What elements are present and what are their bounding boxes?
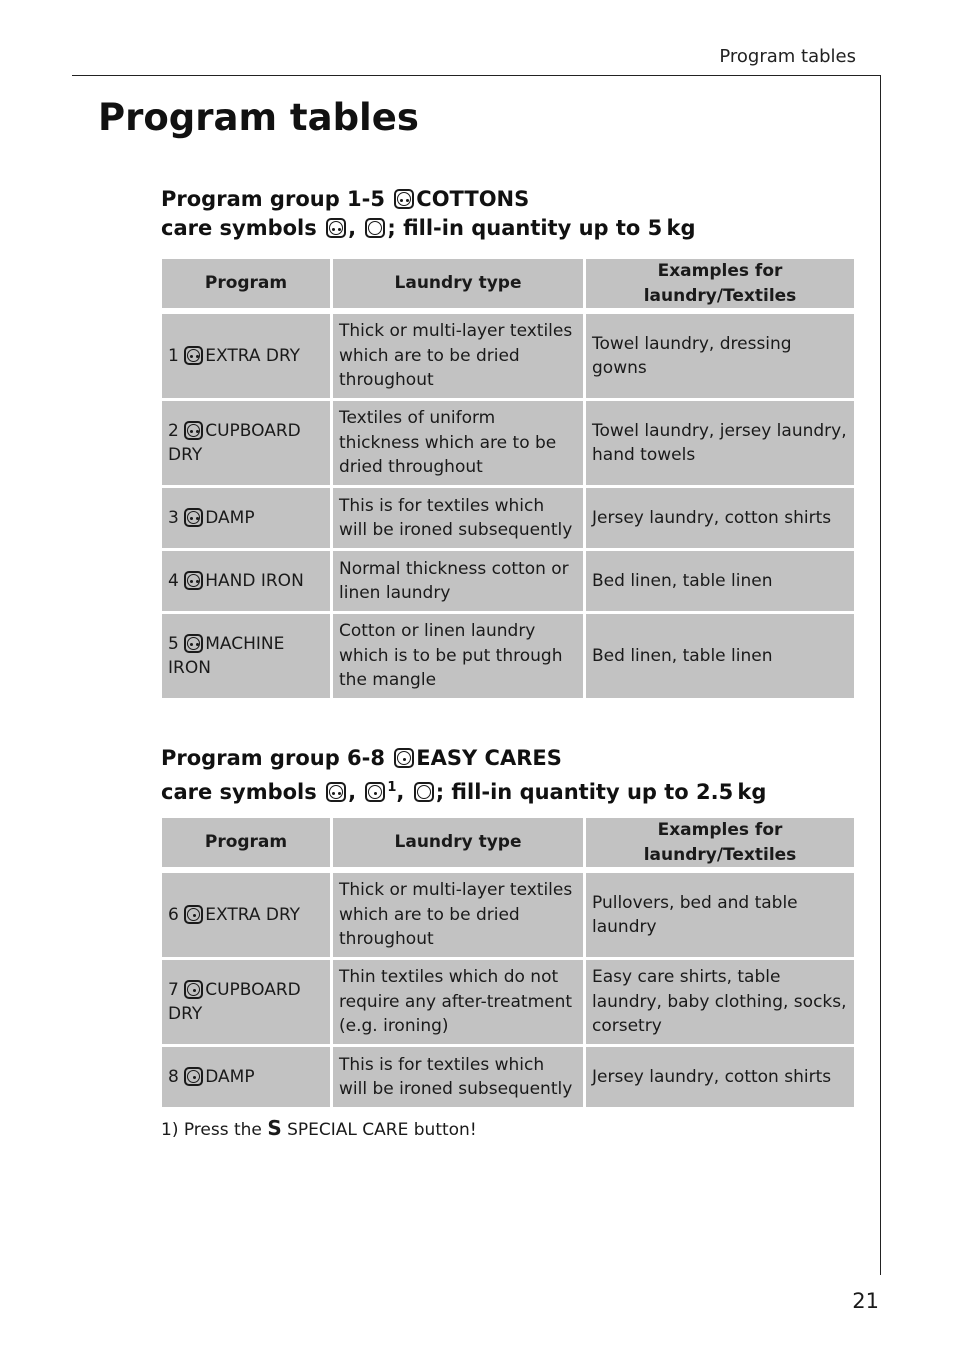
table-row bbox=[162, 401, 854, 485]
tumble-dry-normal-heat-icon bbox=[326, 218, 346, 238]
program-name: HAND IRON bbox=[205, 570, 304, 591]
program-number: 1 bbox=[168, 345, 179, 366]
column-header-laundry-type: Laundry type bbox=[333, 259, 583, 308]
tumble-dry-normal-heat-icon bbox=[184, 634, 203, 653]
program-number: 8 bbox=[168, 1066, 179, 1087]
group1-name: COTTONS bbox=[416, 187, 530, 211]
program-number: 3 bbox=[168, 507, 179, 528]
tumble-dry-allowed-icon bbox=[365, 218, 385, 238]
separator: , bbox=[348, 780, 357, 804]
header-rule bbox=[72, 75, 881, 76]
laundry-type-cell: This is for textiles which will be ironed subsequently bbox=[333, 1047, 583, 1107]
program-cell bbox=[162, 614, 330, 698]
group1-heading-line1 bbox=[161, 185, 695, 214]
tumble-dry-low-heat-icon bbox=[365, 782, 385, 802]
laundry-type-cell: This is for textiles which will be ironed subsequently bbox=[333, 488, 583, 548]
footnote bbox=[161, 1116, 477, 1140]
group2-heading bbox=[161, 744, 766, 807]
footnote-prefix: 1) Press the bbox=[161, 1120, 262, 1140]
tumble-dry-normal-heat-icon bbox=[326, 782, 346, 802]
care-symbols-label: care symbols bbox=[161, 216, 317, 240]
program-cell bbox=[162, 960, 330, 1044]
examples-cell: Towel laundry, jersey laundry, hand towels bbox=[586, 401, 854, 485]
tumble-dry-low-heat-icon bbox=[184, 1067, 203, 1086]
laundry-type-cell: Textiles of uniform thickness which are to be dried throughout bbox=[333, 401, 583, 485]
table-row bbox=[162, 314, 854, 398]
group2-name: EASY CARES bbox=[416, 746, 562, 770]
separator: , bbox=[348, 216, 357, 240]
program-number: 5 bbox=[168, 633, 179, 654]
column-header-laundry-type: Laundry type bbox=[333, 818, 583, 867]
program-cell bbox=[162, 873, 330, 957]
group2-table bbox=[159, 815, 857, 1110]
examples-cell: Pullovers, bed and table laundry bbox=[586, 873, 854, 957]
column-header-examples: Examples for laundry/Textiles bbox=[586, 818, 854, 867]
program-name: EXTRA DRY bbox=[205, 345, 301, 366]
special-care-s-icon: S bbox=[267, 1116, 282, 1140]
examples-cell: Bed linen, table linen bbox=[586, 551, 854, 611]
program-cell bbox=[162, 314, 330, 398]
side-rule bbox=[880, 75, 881, 1275]
program-number: 7 bbox=[168, 979, 179, 1000]
table-header-row bbox=[162, 259, 854, 308]
table-row bbox=[162, 873, 854, 957]
examples-cell: Bed linen, table linen bbox=[586, 614, 854, 698]
table-row bbox=[162, 1047, 854, 1107]
group2-fill-quantity: ; fill-in quantity up to 2.5 kg bbox=[435, 780, 767, 804]
page-number: 21 bbox=[852, 1289, 879, 1313]
program-number: 6 bbox=[168, 904, 179, 925]
column-header-program: Program bbox=[162, 259, 330, 308]
examples-cell: Jersey laundry, cotton shirts bbox=[586, 488, 854, 548]
laundry-type-cell: Thick or multi-layer textiles which are to be dried throughout bbox=[333, 314, 583, 398]
group2-heading-line2 bbox=[161, 773, 766, 807]
table-row bbox=[162, 488, 854, 548]
tumble-dry-normal-heat-icon bbox=[394, 189, 414, 209]
tumble-dry-low-heat-icon bbox=[184, 980, 203, 999]
laundry-type-cell: Thick or multi-layer textiles which are to be dried throughout bbox=[333, 873, 583, 957]
tumble-dry-allowed-icon bbox=[414, 782, 434, 802]
separator: , bbox=[396, 780, 405, 804]
group2-heading-line1 bbox=[161, 744, 766, 773]
program-name: CUPBOARD DRY bbox=[168, 979, 301, 1024]
table-row bbox=[162, 614, 854, 698]
laundry-type-cell: Thin textiles which do not require any after-treatment (e.g. ironing) bbox=[333, 960, 583, 1044]
program-name: DAMP bbox=[205, 1066, 255, 1087]
program-number: 4 bbox=[168, 570, 179, 591]
program-cell bbox=[162, 488, 330, 548]
page-title: Program tables bbox=[98, 96, 419, 139]
footnote-marker: 1 bbox=[387, 780, 397, 795]
group1-range: Program group 1-5 bbox=[161, 187, 385, 211]
column-header-program: Program bbox=[162, 818, 330, 867]
table-row bbox=[162, 960, 854, 1044]
program-cell bbox=[162, 1047, 330, 1107]
group2-range: Program group 6-8 bbox=[161, 746, 385, 770]
program-name: MACHINE IRON bbox=[168, 633, 285, 678]
table-row bbox=[162, 551, 854, 611]
program-cell bbox=[162, 401, 330, 485]
program-number: 2 bbox=[168, 420, 179, 441]
program-cell bbox=[162, 551, 330, 611]
group1-table bbox=[159, 256, 857, 701]
tumble-dry-normal-heat-icon bbox=[184, 421, 203, 440]
tumble-dry-normal-heat-icon bbox=[184, 508, 203, 527]
program-name: CUPBOARD DRY bbox=[168, 420, 301, 465]
laundry-type-cell: Normal thickness cotton or linen laundry bbox=[333, 551, 583, 611]
running-header: Program tables bbox=[719, 46, 856, 67]
tumble-dry-normal-heat-icon bbox=[184, 571, 203, 590]
column-header-examples: Examples for laundry/Textiles bbox=[586, 259, 854, 308]
group1-fill-quantity: ; fill-in quantity up to 5 kg bbox=[387, 216, 696, 240]
care-symbols-label: care symbols bbox=[161, 780, 317, 804]
program-name: DAMP bbox=[205, 507, 255, 528]
footnote-suffix: SPECIAL CARE button! bbox=[287, 1120, 477, 1140]
examples-cell: Jersey laundry, cotton shirts bbox=[586, 1047, 854, 1107]
tumble-dry-low-heat-icon bbox=[184, 905, 203, 924]
tumble-dry-normal-heat-icon bbox=[184, 346, 203, 365]
group1-heading bbox=[161, 185, 695, 243]
laundry-type-cell: Cotton or linen laundry which is to be put through the mangle bbox=[333, 614, 583, 698]
tumble-dry-low-heat-icon bbox=[394, 748, 414, 768]
program-name: EXTRA DRY bbox=[205, 904, 301, 925]
examples-cell: Easy care shirts, table laundry, baby clothing, socks, corsetry bbox=[586, 960, 854, 1044]
group1-heading-line2 bbox=[161, 214, 695, 243]
examples-cell: Towel laundry, dressing gowns bbox=[586, 314, 854, 398]
table-header-row bbox=[162, 818, 854, 867]
